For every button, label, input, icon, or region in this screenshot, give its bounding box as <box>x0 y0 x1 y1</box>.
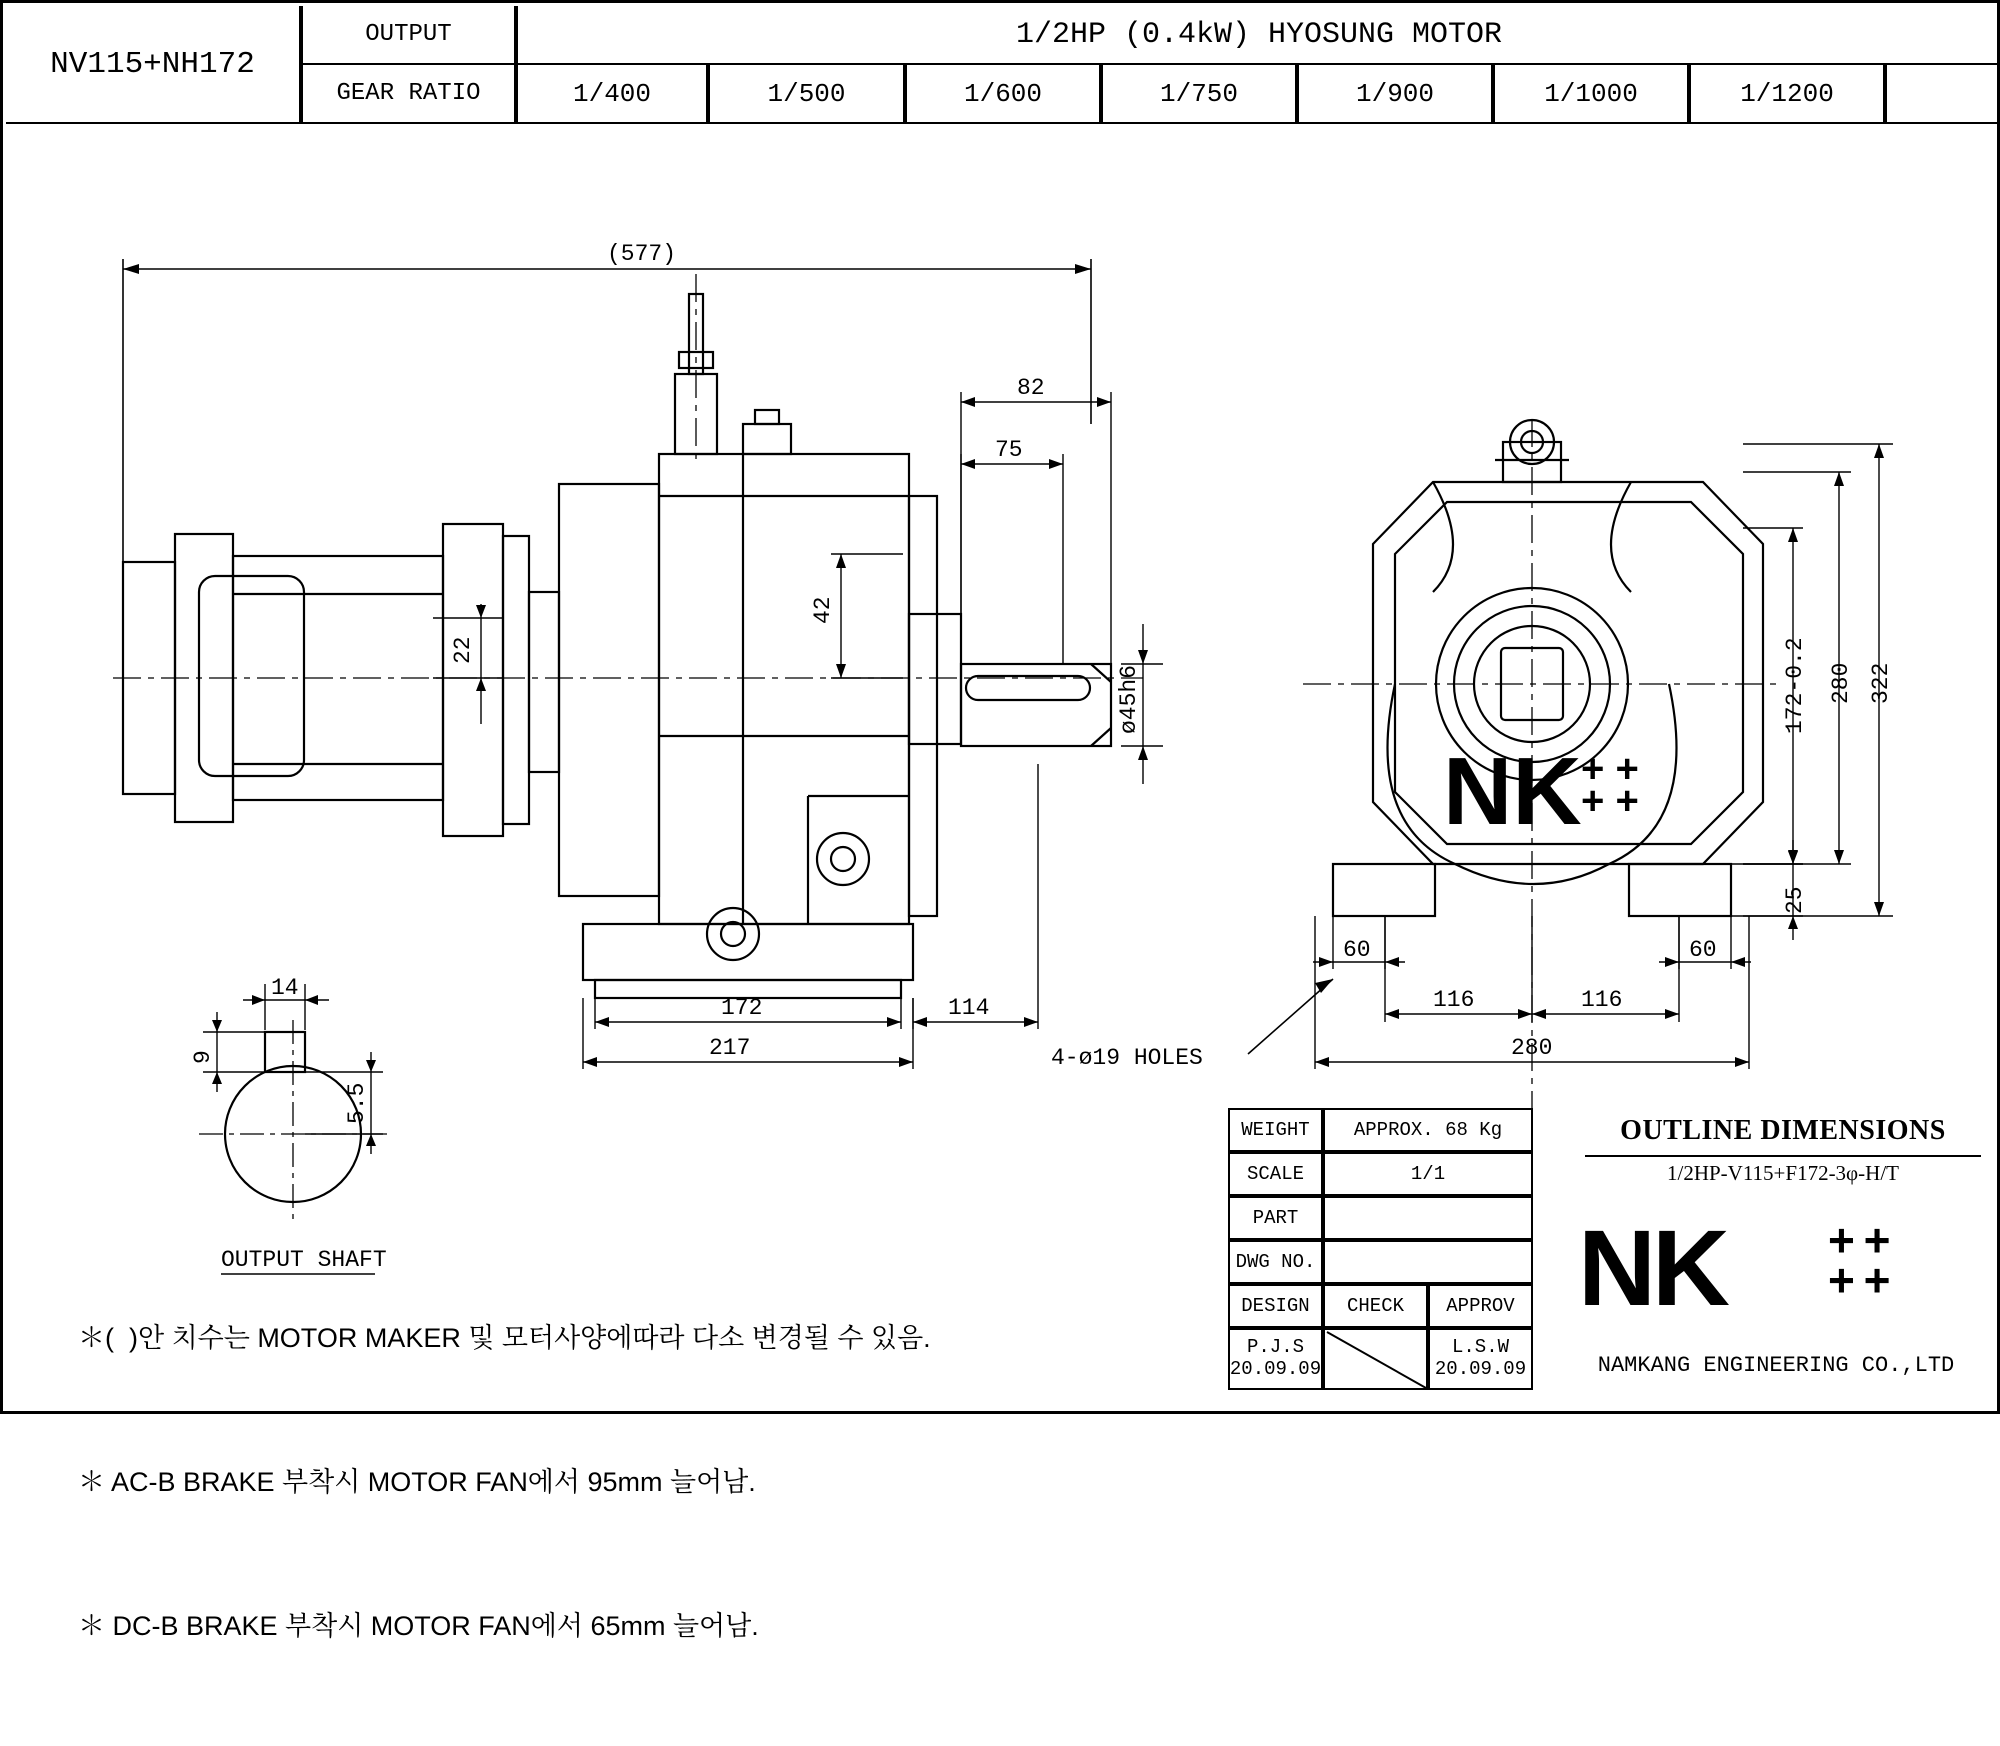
label-holes: 4-ø19 HOLES <box>1051 1045 1203 1071</box>
label-82: 82 <box>1017 375 1045 401</box>
ratio-cell-blank <box>1885 65 2000 124</box>
check-signature <box>1323 1328 1428 1390</box>
design-signature <box>1228 1328 1323 1390</box>
label-22: 22 <box>450 636 476 664</box>
part-label: PART <box>1228 1196 1323 1240</box>
company-logo <box>1578 1207 1993 1338</box>
company-logo-text: NK <box>1578 1207 1726 1328</box>
design-date: 20.09.09 <box>1229 1358 1322 1380</box>
outline-dimensions-subtitle: 1/2HP-V115+F172-3φ-H/T <box>1666 1161 1899 1185</box>
gear-ratio-label-cell: GEAR RATIO <box>301 65 516 124</box>
label-280-vertical: 280 <box>1828 662 1854 704</box>
dim-overall-length <box>123 259 1091 684</box>
approv-signature <box>1428 1328 1533 1390</box>
label-280-bottom: 280 <box>1511 1035 1553 1061</box>
note-1: ＊( )안 치수는 MOTOR MAKER 및 모터사양에따라 다소 변경될 수 있음. <box>78 1323 931 1353</box>
label-shaft-dia: ø45h6 <box>1116 664 1142 734</box>
notes-block <box>78 1218 931 1746</box>
check-label: CHECK <box>1323 1284 1428 1328</box>
ratio-cell-2: 1/600 <box>905 65 1101 124</box>
model-cell: NV115+NH172 <box>6 6 301 124</box>
label-172: 172 <box>721 995 763 1021</box>
label-116-right: 116 <box>1581 987 1623 1013</box>
weight-value: APPROX. 68 Kg <box>1323 1108 1533 1152</box>
scale-label: SCALE <box>1228 1152 1323 1196</box>
ratio-cell-6: 1/1200 <box>1689 65 1885 124</box>
output-label-cell: OUTPUT <box>301 6 516 65</box>
label-172-tol: 172-0.2 <box>1782 637 1808 734</box>
approv-name: L.S.W <box>1451 1336 1509 1359</box>
label-key-55: 5.5 <box>344 1082 370 1124</box>
label-overall-length: (577) <box>607 241 677 267</box>
approv-date: 20.09.09 <box>1434 1358 1527 1380</box>
ratio-cell-4: 1/900 <box>1297 65 1493 124</box>
header-table <box>6 6 2000 124</box>
ratio-cell-5: 1/1000 <box>1493 65 1689 124</box>
dim-114 <box>913 764 1038 1029</box>
dim-42 <box>831 554 903 678</box>
label-output-shaft: OUTPUT SHAFT <box>221 1247 387 1273</box>
design-name: P.J.S <box>1246 1336 1304 1359</box>
dwg-no-label: DWG NO. <box>1228 1240 1323 1284</box>
design-label: DESIGN <box>1228 1284 1323 1328</box>
ratio-cell-3: 1/750 <box>1101 65 1297 124</box>
leader-holes <box>1248 979 1333 1054</box>
label-60-right: 60 <box>1689 937 1717 963</box>
label-60-left: 60 <box>1343 937 1371 963</box>
note-3: ＊ DC-B BRAKE 부착시 MOTOR FAN에서 65mm 늘어남. <box>78 1611 759 1641</box>
title-divider <box>1585 1155 1981 1157</box>
label-116-left: 116 <box>1433 987 1475 1013</box>
logo-plus-icon: + + + + <box>1828 1214 1889 1306</box>
part-value <box>1323 1196 1533 1240</box>
company-name: NAMKANG ENGINEERING CO.,LTD <box>1597 1353 1955 1378</box>
label-75: 75 <box>995 437 1023 463</box>
housing-logo <box>1443 738 1639 845</box>
dim-75 <box>961 454 1063 664</box>
centerline-side <box>113 274 1143 678</box>
label-key-14: 14 <box>271 975 299 1001</box>
approv-label: APPROV <box>1428 1284 1533 1328</box>
outline-dimensions-title: OUTLINE DIMENSIONS <box>1620 1115 1946 1146</box>
label-key-9: 9 <box>190 1050 216 1064</box>
label-114: 114 <box>948 995 990 1021</box>
scale-value: 1/1 <box>1323 1152 1533 1196</box>
svg-text:NK: NK <box>1443 738 1582 845</box>
dim-82 <box>961 392 1111 664</box>
svg-text:+ +: + + <box>1581 779 1639 823</box>
label-322: 322 <box>1868 662 1894 704</box>
motor-spec-cell: 1/2HP (0.4kW) HYOSUNG MOTOR <box>516 6 2000 65</box>
weight-label: WEIGHT <box>1228 1108 1323 1152</box>
label-42: 42 <box>810 596 836 624</box>
check-diagonal-icon <box>1325 1330 1428 1390</box>
dwg-no-value <box>1323 1240 1533 1284</box>
label-25: 25 <box>1782 886 1808 914</box>
side-view-assembly <box>123 294 1111 998</box>
svg-text:+ +: + + <box>1581 747 1639 791</box>
ratio-cell-0: 1/400 <box>516 65 708 124</box>
ratio-cell-1: 1/500 <box>708 65 905 124</box>
note-2: ＊ AC-B BRAKE 부착시 MOTOR FAN에서 95mm 늘어남. <box>78 1467 756 1497</box>
label-217: 217 <box>709 1035 751 1061</box>
